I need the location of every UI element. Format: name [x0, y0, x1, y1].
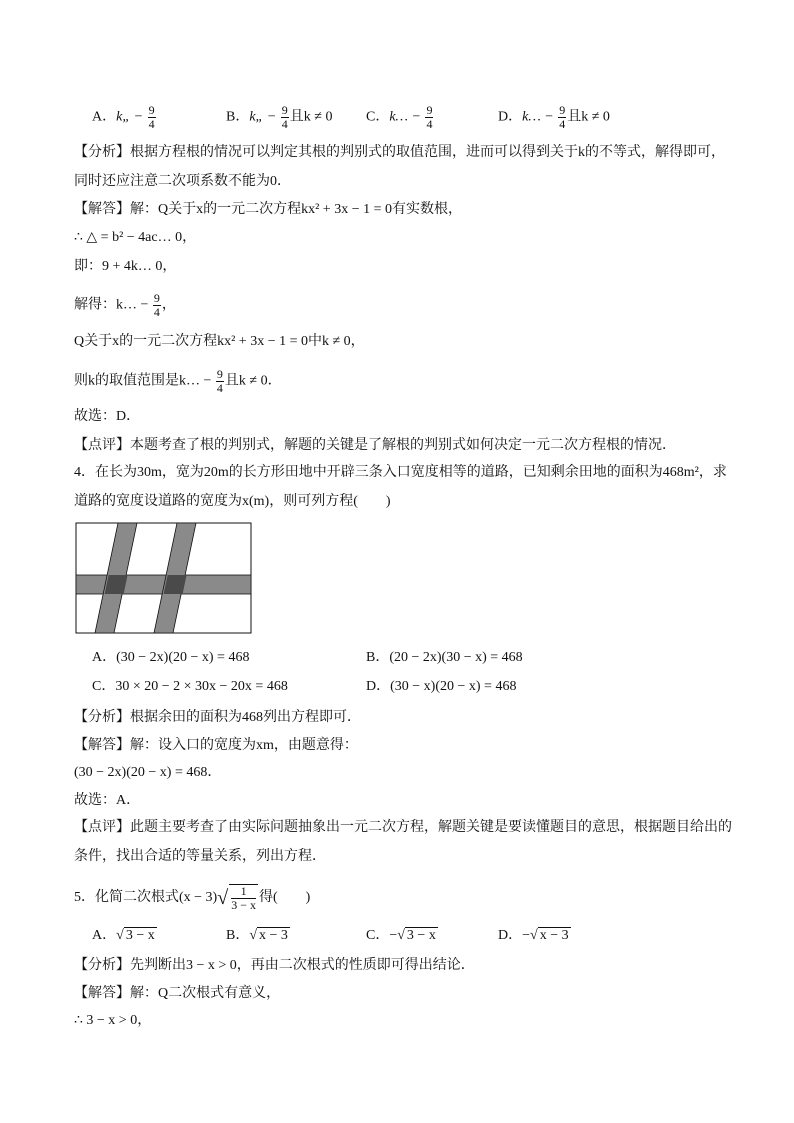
fraction: $\frac{9}{4}$ [559, 103, 566, 131]
q5-stem: 5．化简二次根式(x − 3)√ $\frac{1}{3 - x}$ 得( ) [74, 884, 311, 912]
fraction: $\frac{9}{4}$ [153, 291, 160, 319]
q3-answer-line-1: 【解答】解：Q关于x的一元二次方程kx² + 3x − 1 = 0有实数根， [74, 201, 462, 217]
q3-answer-line-4: 解得：k… − $\frac{9}{4}$ ， [74, 291, 176, 319]
q3-choice: 故选：D． [74, 409, 141, 424]
q5-answer-line-1: 【解答】解：Q二次根式有意义， [74, 985, 281, 1001]
road-overlap-2 [164, 575, 187, 594]
q3-analysis: 【分析】根据方程根的情况可以判定其根的判别式的取值范围，进而可以得到关于k的不等式，解得即可，同时还应注意二次项系数不能为0． [74, 144, 725, 189]
q5-analysis: 【分析】先判断出3 − x > 0，再由二次根式的性质即可得出结论． [74, 957, 475, 973]
q3-answer-line-5: Q关于x的一元二次方程kx² + 3x − 1 = 0中k ≠ 0， [74, 334, 365, 349]
q3-option-a: A．k„ − $\frac{9}{4}$ [92, 103, 155, 131]
q5-option-c: C．−√ 3 − x [366, 928, 436, 943]
q3-answer-line-3: 即：9 + 4k… 0， [74, 259, 177, 274]
q4-analysis: 【分析】根据余田的面积为468列出方程即可． [74, 709, 361, 725]
radical-fraction: $\frac{1}{3 - x}$ [231, 884, 256, 912]
fraction: $\frac{9}{4}$ [216, 367, 223, 395]
q4-answer-line-1: 【解答】解：设入口的宽度为xm，由题意得： [74, 737, 358, 753]
q4-option-d: D．(30 − x)(20 − x) = 468 [366, 679, 517, 694]
q4-option-c: C．30 × 20 − 2 × 30x − 20x = 468 [92, 679, 288, 694]
road-overlap-1 [105, 575, 128, 594]
q3-option-c: C．k… − $\frac{9}{4}$ [366, 103, 433, 131]
q4-stem: 4．在长为30m，宽为20m的长方形田地中开辟三条入口宽度相等的道路，已知剩余田地的面积为468m²，求道路的宽度设道路的宽度为x(m)，则可列方程( ) [74, 465, 727, 509]
q3-comment: 【点评】本题考查了根的判别式，解题的关键是了解根的判别式如何决定一元二次方程根的情况． [74, 437, 676, 453]
fraction: $\frac{9}{4}$ [148, 103, 155, 131]
q3-option-d: D．k… − $\frac{9}{4}$ 且k ≠ 0 [498, 103, 610, 131]
q3-answer-line-2: ∴ △ = b² − 4ac… 0， [74, 230, 197, 245]
q4-answer-line-2: (30 − 2x)(20 − x) = 468． [74, 765, 222, 780]
q5-answer-line-2: ∴ 3 − x > 0， [74, 1013, 152, 1028]
q5-option-d: D．−√ x − 3 [498, 928, 569, 943]
q4-choice: 故选：A． [74, 793, 141, 808]
q4-option-a: A．(30 − 2x)(20 − x) = 468 [92, 650, 250, 665]
q5-option-b: B．√ x − 3 [226, 928, 288, 943]
q3-answer-line-6: 则k的取值范围是k… − $\frac{9}{4}$ 且k ≠ 0． [74, 367, 282, 395]
field-diagram [74, 520, 254, 638]
q5-option-a: A．√ 3 − x [92, 928, 155, 943]
q3-option-b: B．k„ − $\frac{9}{4}$ 且k ≠ 0 [226, 103, 333, 131]
q4-option-b: B．(20 − 2x)(30 − x) = 468 [366, 650, 523, 665]
fraction: $\frac{9}{4}$ [426, 103, 433, 131]
q4-comment: 【点评】此题主要考查了由实际问题抽象出一元二次方程，解题关键是要读懂题目的意思，根据题目给出的条件，找出合适的等量关系，列出方程． [74, 819, 732, 864]
fraction: $\frac{9}{4}$ [281, 103, 288, 131]
